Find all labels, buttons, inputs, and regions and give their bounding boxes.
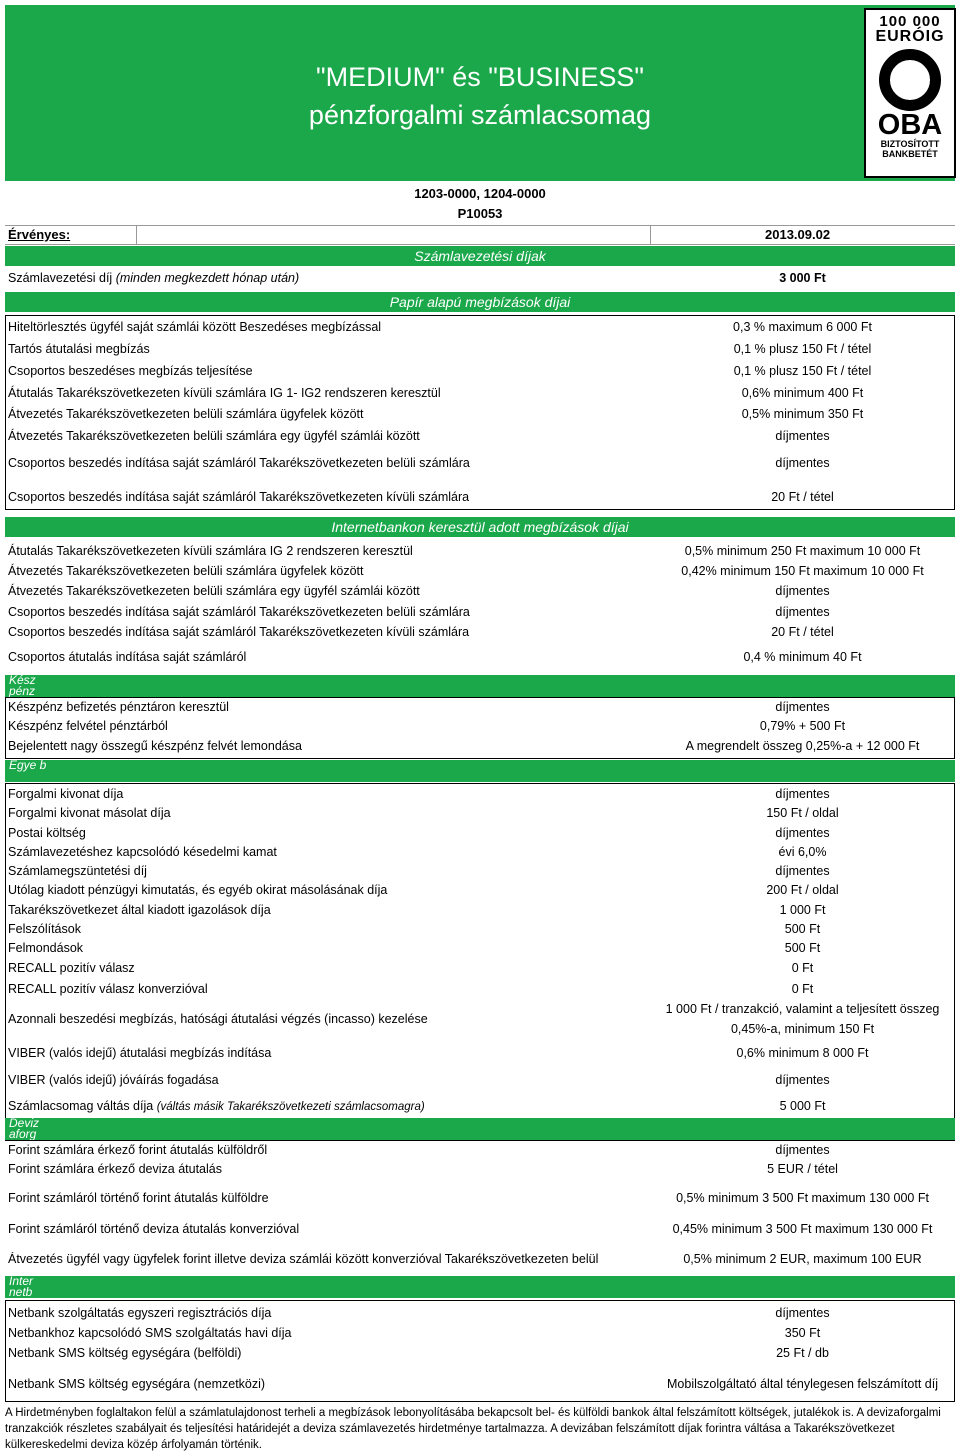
fee-label: Netbank SMS költség egységára (belföldi) <box>8 1346 242 1360</box>
fee-label: Forint számláról történő deviza átutalás konverzióval <box>8 1222 300 1236</box>
fee-label: Számlavezetéshez kapcsolódó késedelmi kamat <box>8 845 277 859</box>
fee-value: 0,6% minimum 400 Ft <box>741 386 864 400</box>
logo-text: 100 000 <box>879 13 941 30</box>
account-codes: 1203-0000, 1204-0000 <box>414 186 546 201</box>
fee-value: 0,5% minimum 350 Ft <box>741 407 864 421</box>
fee-value: A megrendelt összeg 0,25%-a + 12 000 Ft <box>685 739 920 753</box>
fee-value: díjmentes <box>775 787 830 801</box>
fee-value: 20 Ft / tétel <box>771 625 834 639</box>
fee-label: Csoportos beszedés indítása saját számláról Takarékszövetkezeten belüli számlára <box>8 456 470 470</box>
fee-value: 0,1 % plusz 150 Ft / tétel <box>733 364 872 378</box>
fee-label: Készpénz befizetés pénztáron keresztül <box>8 700 229 714</box>
fee-value: 0 Ft <box>791 961 814 975</box>
fee-label: RECALL pozitív válasz <box>8 961 135 975</box>
section-title: Internetbankon keresztül adott megbízások díjai <box>331 519 629 535</box>
fee-value: 1 000 Ft <box>779 903 826 917</box>
fee-label: VIBER (valós idejű) átutalási megbízás indítása <box>8 1046 272 1060</box>
fee-value: díjmentes <box>775 1073 830 1087</box>
fee-value: díjmentes <box>775 864 830 878</box>
section-band <box>5 1276 955 1298</box>
fee-label: Számlamegszüntetési díj <box>8 864 147 878</box>
fee-value: 0,4 % minimum 40 Ft <box>743 650 862 664</box>
fee-value: 3 000 Ft <box>779 271 826 285</box>
fee-value: 0 Ft <box>791 982 814 996</box>
logo-ring-icon <box>879 49 941 111</box>
fee-value: évi 6,0% <box>778 845 827 859</box>
fee-value: 200 Ft / oldal <box>766 883 839 897</box>
fee-value: 350 Ft <box>784 1326 821 1340</box>
fee-value: 5 EUR / tétel <box>767 1162 838 1176</box>
validity-date: 2013.09.02 <box>765 227 831 242</box>
page-title-line1: "MEDIUM" és "BUSINESS" <box>316 62 644 92</box>
fee-label: Csoportos beszedés indítása saját számláról Takarékszövetkezeten kívüli számlára <box>8 490 470 504</box>
fee-value: 20 Ft / tétel <box>771 490 834 504</box>
fee-label: Netbankhoz kapcsolódó SMS szolgáltatás havi díja <box>8 1326 292 1340</box>
section-title: Számlavezetési díjak <box>414 248 546 264</box>
fee-value: 1 000 Ft / tranzakció, valamint a teljesített összeg <box>665 1002 940 1016</box>
fee-value: 0,3 % maximum 6 000 Ft <box>733 320 872 334</box>
fee-value: 0,79% + 500 Ft <box>759 719 846 733</box>
fee-label: Forint számláról történő forint átutalás külföldre <box>8 1191 269 1205</box>
fee-label: Átvezetés Takarékszövetkezeten belüli számlára egy ügyfél számlái között <box>8 584 420 598</box>
fee-value: 0,5% minimum 2 EUR, maximum 100 EUR <box>683 1252 922 1266</box>
fee-label: Csoportos beszedés indítása saját számláról Takarékszövetkezeten kívüli számlára <box>8 625 470 639</box>
fee-label: Felmondások <box>8 941 84 955</box>
fee-value: 0,5% minimum 250 Ft maximum 10 000 Ft <box>684 544 921 558</box>
fee-value: 150 Ft / oldal <box>766 806 839 820</box>
fee-label: Forint számlára érkező forint átutalás külföldről <box>8 1143 268 1157</box>
fee-label: VIBER (valós idejű) jóváírás fogadása <box>8 1073 219 1087</box>
fee-label: Forint számlára érkező deviza átutalás <box>8 1162 222 1176</box>
logo-text: BANKBETÉT <box>882 149 938 159</box>
fee-label: Átutalás Takarékszövetkezeten kívüli számlára IG 2 rendszeren keresztül <box>8 544 413 558</box>
section-title: Kész pénz <box>9 675 36 697</box>
fee-value: 500 Ft <box>784 922 821 936</box>
fee-label: Bejelentett nagy összegű készpénz felvét lemondása <box>8 739 302 753</box>
fee-value: 500 Ft <box>784 941 821 955</box>
fee-label: Készpénz felvétel pénztárból <box>8 719 168 733</box>
fee-label: Forgalmi kivonat díja <box>8 787 124 801</box>
section-title: Inter netb <box>9 1276 34 1298</box>
fee-value: 25 Ft / db <box>776 1346 829 1360</box>
logo-text: BIZTOSÍTOTT <box>880 139 940 149</box>
footnote: A Hirdetményben foglaltakon felül a számlatulajdonost terheli a megbízások lebonyolításába bekapcsolt bel- és külföldi bankok által felszámított költségek, jutalékok is. A devizaforgalmi tranzakciók részletes szabályait és teljesítési határidejét a deviza számlavezetés hirdetménye tartalmazza. A devizában felszámított díjak forintra váltása a Takarékszövetkezet külkereskedelmi deviza közép árfolyamán történik. <box>5 1407 941 1451</box>
fee-label: Azonnali beszedési megbízás, hatósági átutalási végzés (incasso) kezelése <box>8 1012 428 1026</box>
fee-label: Átvezetés Takarékszövetkezeten belüli számlára egy ügyfél számlái között <box>8 429 420 443</box>
fee-label: Forgalmi kivonat másolat díja <box>8 806 171 820</box>
fee-label: Csoportos átutalás indítása saját számláról <box>8 650 247 664</box>
fee-label: Csoportos beszedés indítása saját számláról Takarékszövetkezeten belüli számlára <box>8 605 470 619</box>
fee-value: díjmentes <box>775 429 830 443</box>
fee-value: díjmentes <box>775 456 830 470</box>
fee-label: Számlavezetési díj (minden megkezdett hónap után) <box>8 271 300 285</box>
validity-label: Érvényes: <box>8 227 71 242</box>
section-title: Papír alapú megbízások díjai <box>389 294 571 310</box>
fee-value: 0,5% minimum 3 500 Ft maximum 130 000 Ft <box>676 1191 929 1205</box>
fee-label: Számlacsomag váltás díja (váltás másik Takarékszövetkezeti számlacsomagra) <box>8 1099 425 1113</box>
fee-label: Utólag kiadott pénzügyi kimutatás, és egyéb okirat másolásának díja <box>8 883 388 897</box>
fee-value: 5 000 Ft <box>779 1099 826 1113</box>
fee-value: 0,6% minimum 8 000 Ft <box>736 1046 869 1060</box>
fee-value: 0,42% minimum 150 Ft maximum 10 000 Ft <box>681 564 924 578</box>
fee-label: Netbank SMS költség egységára (nemzetközi) <box>8 1377 266 1391</box>
fee-label: Csoportos beszedéses megbízás teljesítése <box>8 364 253 378</box>
section-band <box>5 1118 955 1140</box>
section-title: Deviz aforg <box>9 1118 40 1140</box>
fee-value: díjmentes <box>775 1306 830 1320</box>
fee-value: Mobilszolgáltató által ténylegesen felszámított díj <box>667 1377 938 1391</box>
fee-value: 0,45% minimum 3 500 Ft maximum 130 000 Ft <box>672 1222 933 1236</box>
product-code: P10053 <box>457 206 503 221</box>
fee-label: Átutalás Takarékszövetkezeten kívüli számlára IG 1- IG2 rendszeren keresztül <box>8 386 441 400</box>
validity-row <box>5 225 955 245</box>
fee-label: Felszólítások <box>8 922 81 936</box>
fee-label: Átvezetés ügyfél vagy ügyfelek forint illetve deviza számlái között konverzióval Takarékszövetkezeten belül <box>8 1252 599 1266</box>
fee-label: Tartós átutalási megbízás <box>8 342 150 356</box>
fee-label: Átvezetés Takarékszövetkezeten belüli számlára ügyfelek között <box>8 407 364 421</box>
section-band <box>5 675 955 697</box>
fee-value: díjmentes <box>775 584 830 598</box>
fee-value: díjmentes <box>775 605 830 619</box>
page-title-line2: pénzforgalmi számlacsomag <box>308 100 652 130</box>
fee-label: Postai költség <box>8 826 86 840</box>
fee-label: RECALL pozitív válasz konverzióval <box>8 982 208 996</box>
divider <box>650 226 651 244</box>
fee-value: 0,45%-a, minimum 150 Ft <box>730 1022 875 1036</box>
logo-text: OBA <box>877 109 943 141</box>
fee-value: 0,1 % plusz 150 Ft / tétel <box>733 342 872 356</box>
fee-value: díjmentes <box>775 1143 830 1157</box>
fee-label: Netbank szolgáltatás egyszeri regisztrációs díja <box>8 1306 272 1320</box>
fee-label: Takarékszövetkezet által kiadott igazolások díja <box>8 903 271 917</box>
section-title: Egye b <box>9 760 47 772</box>
oba-logo <box>864 8 956 178</box>
fee-label: Hiteltörlesztés ügyfél saját számlái között Beszedéses megbízással <box>8 320 382 334</box>
section-band <box>5 760 955 782</box>
fee-label: Átvezetés Takarékszövetkezeten belüli számlára ügyfelek között <box>8 564 364 578</box>
logo-text: EURÓIG <box>875 28 945 45</box>
divider <box>136 226 137 244</box>
fee-value: díjmentes <box>775 826 830 840</box>
fee-value: díjmentes <box>775 700 830 714</box>
